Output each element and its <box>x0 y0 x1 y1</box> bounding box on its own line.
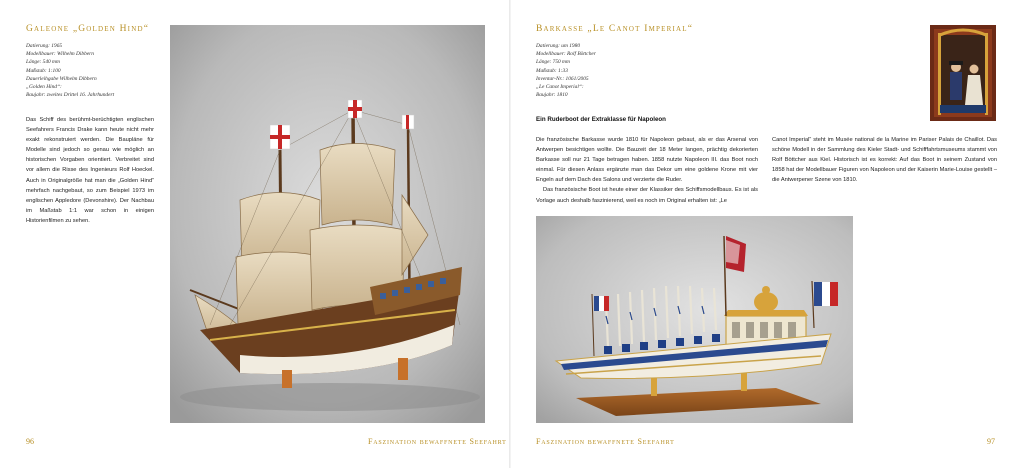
galleon-heading: Galeone „Golden Hind“ <box>26 24 150 34</box>
spec-line: Datierung: um 1980 <box>536 43 581 49</box>
spec-line: Modellbauer: Wilhelm Dibbern <box>26 51 94 58</box>
spec-line: Inventar-Nr.: 1061/2005 <box>536 75 589 82</box>
spec-line: Baujahr: zweites Drittel 16. Jahrhundert <box>26 92 115 99</box>
spec-line: „Le Canot Imperial“: <box>536 84 584 91</box>
barge-model-photo <box>536 216 853 423</box>
barge-heading: Barkasse „Le Canot Imperial“ <box>536 24 694 34</box>
napoleon-figures-photo <box>930 25 996 121</box>
galleon-body-text <box>26 115 154 226</box>
spec-line: Länge: 750 mm <box>536 59 570 66</box>
spec-line: „Golden Hind“: <box>26 84 62 91</box>
spec-line: Länge: 540 mm <box>26 59 60 66</box>
spec-line: Baujahr: 1810 <box>536 92 568 99</box>
spec-line: Datierung: 1965 <box>26 43 63 49</box>
spec-line: Maßstab: 1:33 <box>536 67 568 74</box>
spec-line: Modellbauer: Rolf Böttcher <box>536 51 596 58</box>
body-paragraph: Die französische Barkasse wurde 1810 für Napoleon gebaut, als er das Arsenal von Antwerpen besichtigen wollte. Die Bauzeit der 18 Meter langen, prächtig dekorierten Barkasse soll nur 21 Tage betragen haben. 1858 nutzte Napoleon III. das Boot noch einmal. Für diesen Anlass ergänzte man das Dekor um eine goldene Krone mit vier Engeln auf dem Dach des Salons und verzierte die Ruder. <box>536 137 758 184</box>
page-number-right: 97 <box>987 437 995 446</box>
spec-line: Dauerleihgabe Wilhelm Dibbern <box>26 75 97 82</box>
body-paragraph: Das Schiff des berühmt-berüchtigten englischen Seefahrers Francis Drake kann heute nicht mehr exakt rekonstruiert werden. Die Baupläne für Modelle sind jedoch so genau wie möglich an historischen Vorgaben orientiert. Verbreitet sind vor allem die Risse des Ingenieurs Rolf Hoeckel. Auch in Originalgröße hat man die „Golden Hind“ mehrfach nachgebaut, so zum Beispiel 1973 im englischen Appledore (Devonshire). Der Nachbau im Maßstab 1:1 war schon in einigen Historienfilmen zu sehen. <box>26 117 154 224</box>
barge-body-column-2 <box>772 135 997 185</box>
body-paragraph: Canot Imperial“ steht im Musée national de la Marine im Pariser Palais de Chaillot. Das schöne Modell in der Sammlung des Kieler Stadt- und Schifffahrtsmuseums stammt von Rolf Böttcher aus Kiel. Historisch ist es korrekt: Auf das Boot in seinem Zustand von 1858 hat der Modellbauer Figuren von Napoleon und der Kaiserin Marie-Louise gestellt – die Antwerpener Szene von 1810. <box>772 137 997 184</box>
running-title-left: Faszination bewaffnete Seefahrt <box>368 437 507 446</box>
running-title-right: Faszination bewaffnete Seefahrt <box>536 437 675 446</box>
page-number-left: 96 <box>26 437 34 446</box>
spec-line: Maßstab: 1:100 <box>26 67 61 74</box>
barge-body-column-1 <box>536 135 758 206</box>
galleon-model-photo <box>170 25 485 423</box>
galleon-spec-block <box>26 42 114 99</box>
barge-subheading: Ein Ruderboot der Extraklasse für Napoleon <box>536 116 666 123</box>
barge-spec-block <box>536 42 596 99</box>
body-paragraph: Das französische Boot ist heute einer der Klassiker des Schiffsmodellbaus. Es ist als Vorlage auch deshalb faszinierend, weil es noch im Original erhalten ist: „Le <box>536 187 758 204</box>
right-page <box>510 0 1020 468</box>
